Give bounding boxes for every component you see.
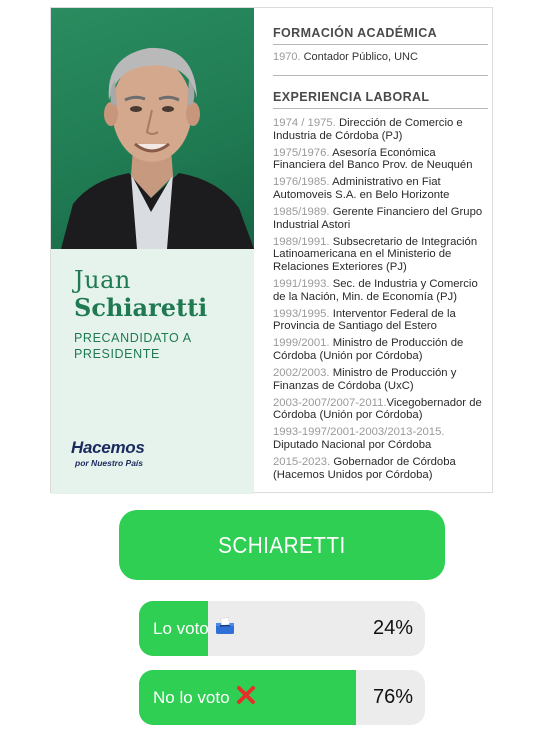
experience-item <box>273 278 488 303</box>
candidate-first-name: Juan <box>74 266 131 294</box>
party-logo-subtext: por Nuestro País <box>75 458 144 468</box>
experience-item <box>273 397 488 422</box>
experience-year: 1974 / 1975. <box>273 117 336 129</box>
candidate-role: PRECANDIDATO A PRESIDENTE <box>74 331 191 361</box>
experience-year: 1989/1991. <box>273 235 330 248</box>
experience-year: 1976/1985. <box>273 176 330 189</box>
candidate-photo <box>51 8 254 249</box>
experience-item <box>273 456 488 481</box>
poll-percent: 76% <box>372 686 413 708</box>
experience-item <box>273 176 488 201</box>
experience-text: Gobernador de Córdoba (Hacemos Unidos por Córdoba) <box>273 456 456 481</box>
poll-option-no-vote[interactable] <box>139 670 425 725</box>
experience-year: 1993/1995. <box>273 307 330 320</box>
experience-text: Ministro de Producción de Córdoba (Unión por Córdoba) <box>273 337 464 362</box>
education-year: 1970. <box>273 51 301 63</box>
experience-year: 2015-2023. <box>273 456 331 469</box>
cross-mark-icon <box>236 685 256 710</box>
experience-text: Subsecretario de Integración Latinoamericana en el Ministerio de Relaciones Exteriores (PJ) <box>273 235 478 273</box>
experience-item <box>273 337 488 362</box>
experience-text: Interventor Federal de la Provincia de Santiago del Estero <box>273 307 456 333</box>
candidate-last-name: Schiaretti <box>74 293 208 322</box>
poll-option-label <box>153 601 235 656</box>
experience-year: 1999/2001. <box>273 337 330 350</box>
experience-item <box>273 426 488 451</box>
party-logo-text: Hacemos <box>71 438 145 457</box>
experience-year: 1991/1993. <box>273 278 330 291</box>
candidate-card <box>50 7 493 493</box>
candidate-panel <box>51 8 254 494</box>
experience-year: 2003-2007/2007-2011. <box>273 396 387 409</box>
party-logo <box>71 438 181 472</box>
poll-label-text: No lo voto <box>153 687 230 707</box>
experience-item <box>273 147 488 172</box>
experience-text: Administrativo en Fiat Automoveis S.A. en Belo Horizonte <box>273 176 450 201</box>
experience-text: Asesoría Económica Financiera del Banco Prov. de Neuquén <box>273 146 473 172</box>
experience-year: 1985/1989. <box>273 206 330 219</box>
experience-text: Diputado Nacional por Córdoba <box>273 439 432 452</box>
education-text: Contador Público, UNC <box>303 51 418 63</box>
experience-text: Gerente Financiero del Grupo Industrial Astori <box>273 206 483 231</box>
experience-item <box>273 308 488 333</box>
experience-text: Ministro de Producción y Finanzas de Córdoba (UxC) <box>273 367 457 392</box>
experience-item <box>273 367 488 392</box>
poll-label-text: Lo voto <box>153 618 209 638</box>
poll-option-label <box>153 670 256 725</box>
experience-text: Dirección de Comercio e Industria de Córdoba (PJ) <box>273 117 463 142</box>
experience-title: EXPERIENCIA LABORAL <box>273 90 488 109</box>
experience-text: Sec. de Industria y Comercio de la Nación, Min. de Economía (PJ) <box>273 278 478 303</box>
experience-text: Vicegobernador de Córdoba (Unión por Córdoba) <box>273 396 482 422</box>
experience-item <box>273 206 488 231</box>
poll-percent: 24% <box>372 617 413 639</box>
experience-item <box>273 236 488 274</box>
candidate-banner <box>119 510 445 580</box>
experience-list <box>273 117 488 481</box>
resume-column <box>273 26 488 486</box>
education-title: FORMACIÓN ACADÉMICA <box>273 26 488 45</box>
experience-year: 2002/2003. <box>273 367 330 380</box>
ballot-box-icon <box>215 617 235 640</box>
poll-option-vote[interactable] <box>139 601 425 656</box>
experience-year: 1975/1976. <box>273 146 330 159</box>
education-item <box>273 45 488 76</box>
experience-year: 1993-1997/2001-2003/2013-2015. <box>273 426 445 439</box>
experience-item <box>273 117 488 142</box>
banner-label: SCHIARETTI <box>218 531 346 558</box>
